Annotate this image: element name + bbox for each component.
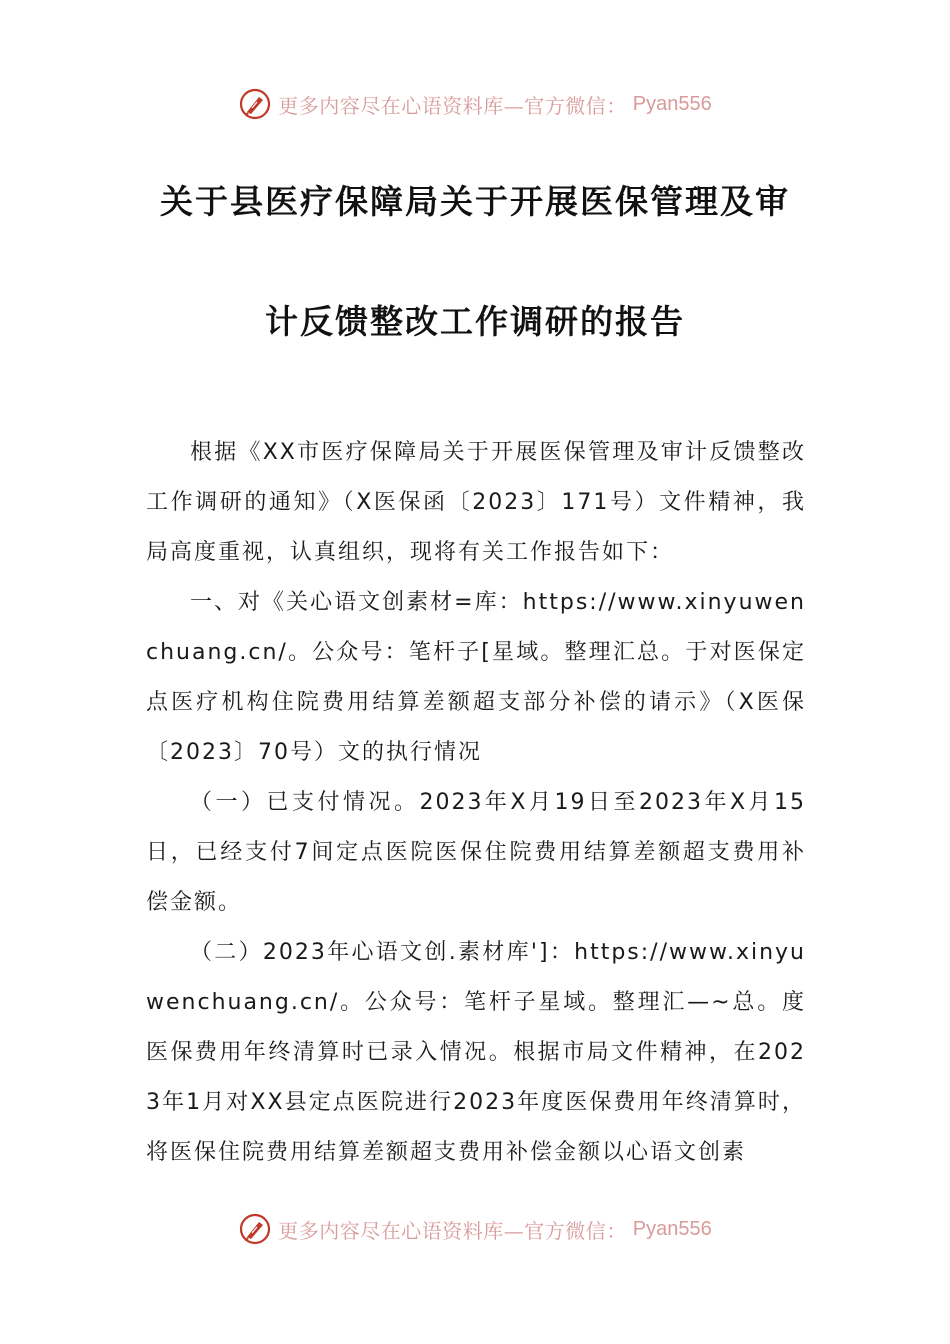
- watermark-wechat-id: Pyan556: [632, 1217, 712, 1240]
- document-title-line-2: 计反馈整改工作调研的报告: [265, 302, 685, 341]
- watermark-text: 更多内容尽在心语资料库—官方微信：: [278, 1218, 627, 1243]
- pen-nib-circle-icon: [238, 87, 272, 121]
- document-title-line-1: 关于县医疗保障局关于开展医保管理及审: [160, 182, 790, 221]
- footer-watermark: [0, 1207, 950, 1251]
- paragraph-subsection-2: （二）2023年心语文创.素材库']：https://www.xinyuwenchuang.cn/。公众号：笔杆子星域。整理汇—~总。度医保费用年终清算时已录入情况。根据市局文件精神，在2023年1月对XX县定点医院进行2023年度医保费用年终清算时，将医保住院费用结算差额超支费用补偿金额以心语文创素: [146, 940, 806, 1165]
- paragraph-intro: 根据《XX市医疗保障局关于开展医保管理及审计反馈整改工作调研的通知》（X医保函〔2023〕171号）文件精神，我局高度重视，认真组织，现将有关工作报告如下：: [146, 440, 806, 565]
- pen-nib-circle-icon: [238, 1212, 272, 1246]
- watermark-text: 更多内容尽在心语资料库—官方微信：: [278, 93, 627, 118]
- document-body: [146, 428, 806, 1178]
- paragraph-section-1: 一、对《关心语文创素材=库：https://www.xinyuwenchuang.cn/。公众号：笔杆子[星域。整理汇总。于对医保定点医疗机构住院费用结算差额超支部分补偿的请示》（X医保〔2023〕70号）文的执行情况: [146, 590, 806, 765]
- paragraph-subsection-1: （一）已支付情况。2023年X月19日至2023年X月15日，已经支付7间定点医院医保住院费用结算差额超支费用补偿金额。: [146, 790, 806, 915]
- watermark-wechat-id: Pyan556: [632, 92, 712, 115]
- header-watermark: [0, 82, 950, 126]
